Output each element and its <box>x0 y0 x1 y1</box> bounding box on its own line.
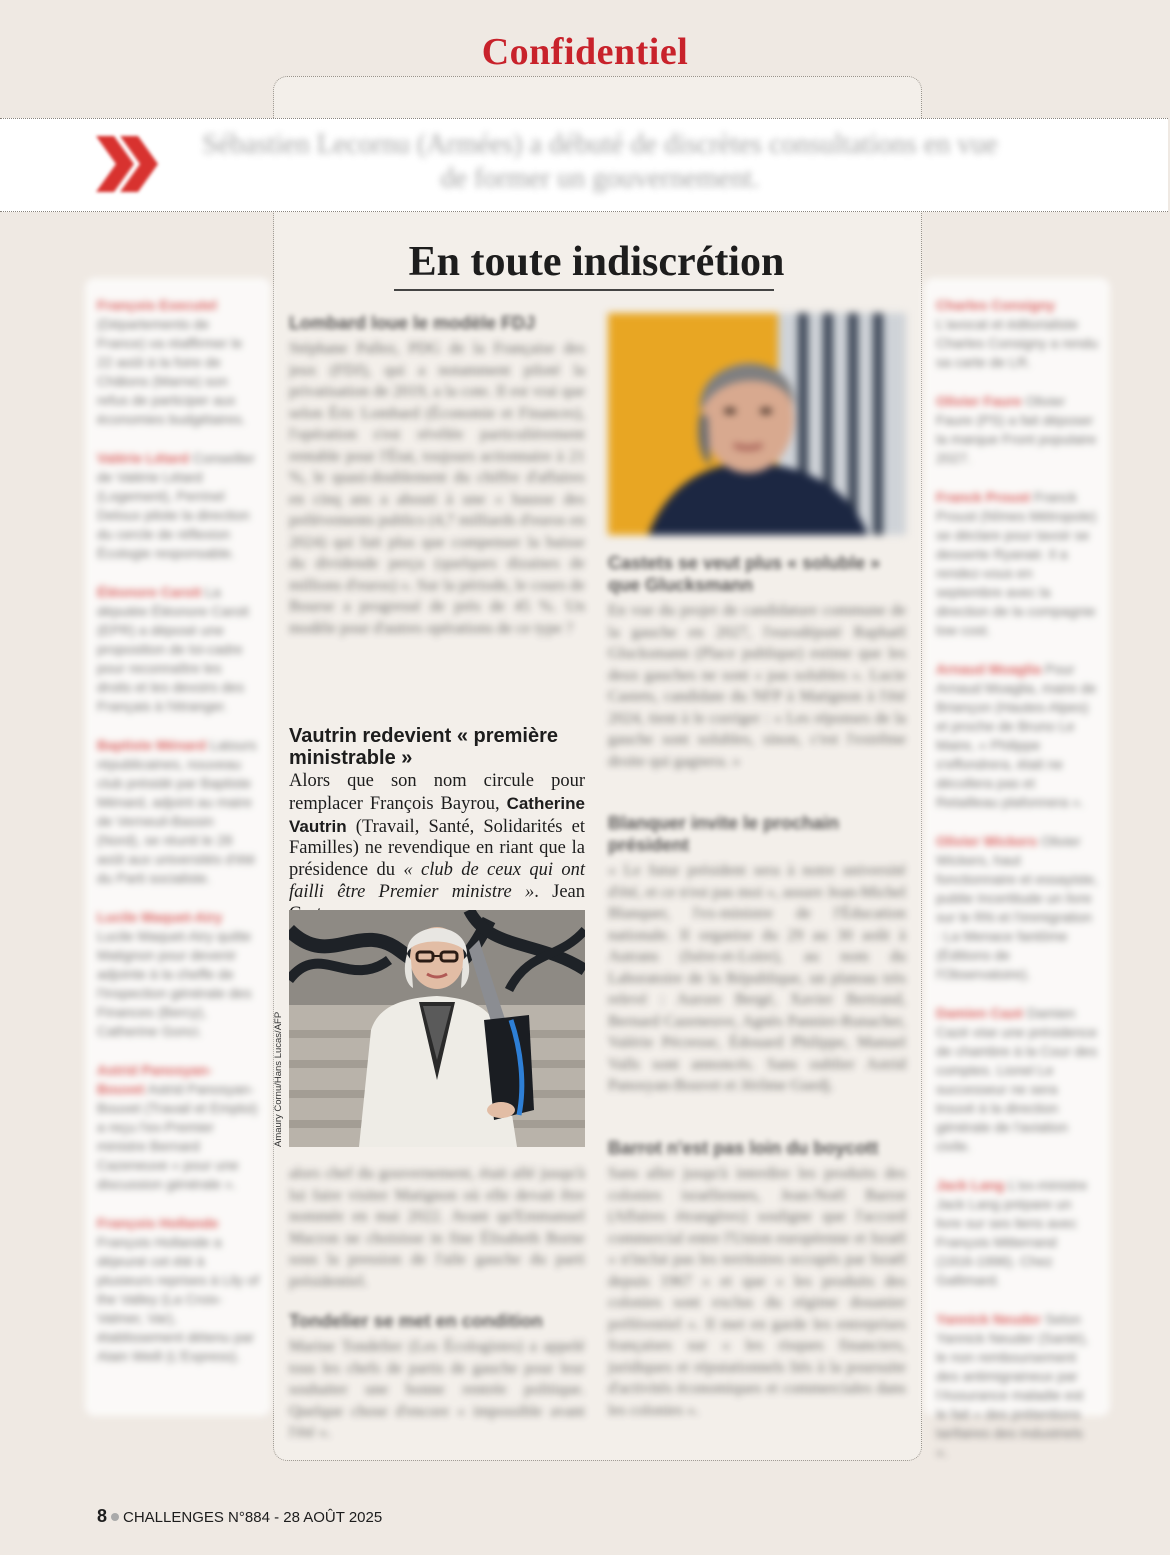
bullet-dot-icon <box>111 1513 119 1521</box>
section-header-title: Confidentiel <box>481 31 689 73</box>
photo-credit <box>270 1129 507 1147</box>
featured-headline: Vautrin redevient « première ministrable » <box>289 725 559 769</box>
brief-item: Baptiste Ménard Latours républicaines, nouveau club présidé par Baptiste Ménard, adjoint au maire de Verneuil-Bassin (Nord), se réunit le 28 août aux universités d'été du Parti socialiste. <box>97 737 257 886</box>
brief-item: Olivier Wickers Olivier Wickers, haut fonctionnaire et essayiste, publie Incertitude un livre sur le RN et l'immigration : La Menace fantôme (Éditions de l'Observatoire). <box>936 833 1098 982</box>
brief-item: Damien Cazé Damien Cazé vise une présidence de chambre à la Cour des comptes. Lionel Le successeur ne sera trouvé à la direction générale de l'aviation civile. <box>936 1005 1098 1154</box>
banner-text: Sébastien Lecornu (Armées) a débuté de discrètes consultations en vue de former un gouvernement. <box>202 129 998 194</box>
article-body: Sans aller jusqu'à interdire les produits des colonies israéliennes, Jean-Noël Barrot (Affaires étrangères) souligne que l'accord commercial entre l'Union européenne et Israël « n'inclut pas les territoires occupés par Israël depuis 1967 » et que « les produits des colonies sont exclus du régime douanier préférentiel ». Il met en garde les entreprises françaises sur « les risques financiers, juridiques et réputationnels liés à la poursuite d'activités économiques et commerciales dans les colonies ». <box>608 1165 906 1419</box>
publication-info: CHALLENGES N°884 - 28 AOÛT 2025 <box>123 1509 383 1526</box>
article-headline: Castets se veut plus « soluble » que Glucksmann <box>608 553 881 595</box>
brief-item: Lucile Maquet-Airy Lucile Maquet-Airy quitte Matignon pour devenir adjointe à la cheffe de l'Inspection générale des Finances (Bercy), Catherine Gonci. <box>97 909 252 1039</box>
page-footer <box>97 1506 382 1527</box>
title-underline <box>394 289 774 291</box>
article-headline: Tondelier se met en condition <box>289 1311 543 1331</box>
article-body: alors chef du gouvernement, était allé jusqu'à lui faire visiter Matignon où elle devait être nommée en mai 2022. Avant qu'Emmanuel Macron ne choisisse in fine Élisabeth Borne sous la pression de l'aile gauche du parti présidentiel. <box>289 1165 585 1290</box>
brief-item: Charles Consigny L'avocat et éditorialiste Charles Consigny a rendu sa carte de LR. <box>936 297 1098 370</box>
double-chevron-icon <box>92 132 162 196</box>
article-body: Stéphane Pallez, PDG de la Française des jeux (FDJ), qui a notamment piloté la privatisation de 2019, a la cote. Il est vrai que selon Éric Lombard (Économie et Finances), l'opération s'est révélée particulièrement rentable pour l'État, toujours actionnaire à 21 %, le quasi-doublement du chiffre d'affaires en cinq ans a abouti à une « hausse des prélèvements publics (4,7 milliards d'euros en 2024) qui fait plus que compenser la baisse du dividende perçu (quelques dizaines de millions d'euros) ». Sur la période, le cours de Bourse a progressé de près de 45 %. Un modèle pour d'autres opérations de ce type ? <box>289 340 585 637</box>
page-number: 8 <box>97 1506 108 1526</box>
brief-item: Jack Lang L'ex-ministre Jack Lang prépare un livre sur ses liens avec François Mitterrand (1916-1996). Chez Gallimard. <box>936 1177 1088 1288</box>
brief-item: Astrid Panosyan-Bouvet Astrid Panosyan-Bouvet (Travail et Emploi) a reçu l'ex-Premier ministre Bernard Cazeneuve « pour une discussion générale ». <box>97 1062 258 1192</box>
article-headline: Barrot n'est pas loin du boycott <box>608 1138 879 1158</box>
article-body: Marine Tondelier (Les Écologistes) a appelé tous les chefs de partis de gauche pour leur souhaiter une bonne rentrée politique. Quelque chose d'encore « impossible avant l'été ». <box>289 1338 585 1441</box>
brief-item: Yannick Neuder Selon Yannick Neuder (Santé), le non remboursement des antimigraineux par l'Assurance maladie est le fait « des prétentions tarifaires des industriels ». <box>936 1311 1089 1460</box>
brief-item: Éléonore Caroit La députée Éléonore Caroit (EPR) a déposé une proposition de loi-cadre pour reconnaître les droits et les devoirs des Français à l'étranger. <box>97 584 249 714</box>
brief-item: Olivier Faure Olivier Faure (PS) a fait déposer la marque Front populaire 2027. <box>936 393 1097 466</box>
featured-body: Alors que son nom circule pour remplacer François Bayrou, Catherine Vautrin (Travail, Santé, Solidarités et Familles) ne revendique en riant que la présidence du « club de ceux qui ont failli être Premier ministre ». Jean <box>289 771 585 902</box>
page-title: En toute indiscrétion <box>408 239 785 285</box>
brief-item: François Hollande François Hollande a déjeuné cet été à plusieurs reprises à Lily of the Valley (La Croix-Valmer, Var), établissement détenu par Alain Weill (L'Express). <box>97 1215 259 1364</box>
article-body: « Le futur président sera à notre université d'été, et ce n'est pas moi », assure Jean-Michel Blanquer, l'ex-ministre de l'Éducation nationale. Il organise du 29 au 30 août à Autrans (Isère-et-Loire), au nom du Laboratoire de la République, un plateau très relevé : Aurore Bergé, Xavier Bertrand, Bernard Cazeneuve, Agnès Pannier-Runacher, Valérie Pécresse, Édouard Philippe, Manuel Valls sont annoncés. Sans oublier Astrid Panosyan-Bouvet et Jérôme Guedj. <box>608 862 906 1094</box>
left-brief-column <box>85 278 271 1416</box>
article-headline: Lombard loue le modèle FDJ <box>289 313 536 333</box>
right-brief-column <box>924 278 1110 1460</box>
brief-item: Franck Proust Franck Proust (Nîmes Métropole) se déclare pour tavoir se desserte Ryanair. Il a rendez-vous en septembre avec la direction de la compagnie low cost. <box>936 489 1097 638</box>
brief-item: François Executel (Départements de France) va réaffirmer le 22 août à la foire de Châlons (Marne) son refus de participer aux économies budgétaires. <box>97 297 246 427</box>
article-headline: Blanquer invite le prochain président <box>608 813 840 855</box>
article-body: En vue du projet de candidature commune de la gauche en 2027, l'eurodéputé Raphaël Glucksmann (Place publique) estime que les deux gauches ne sont « pas solubles ». Lucie Castets, candidate du NFP à Matignon à l'été 2024, tient à le corriger : « Les réponses de la gauche sont solubles, sinon, c'est l'extrême droite qui gagnera. » <box>608 602 906 770</box>
brief-item: Arnaud Moaglia Pour Arnaud Moaglia, maire de Briançon (Hautes-Alpes) et proche de Bruno Le Maire, « Philippe s'effondrera, était ne décollera pas et Retailleau plafonnera ». <box>936 661 1097 810</box>
vautrin-photo <box>289 910 585 1147</box>
brief-item: Valérie Létard Conseiller de Valérie Létard (Logement), Perrinel Deloux pilote la direction du cercle de réflexion Écologie responsable. <box>97 450 255 561</box>
castets-photo <box>608 313 906 535</box>
